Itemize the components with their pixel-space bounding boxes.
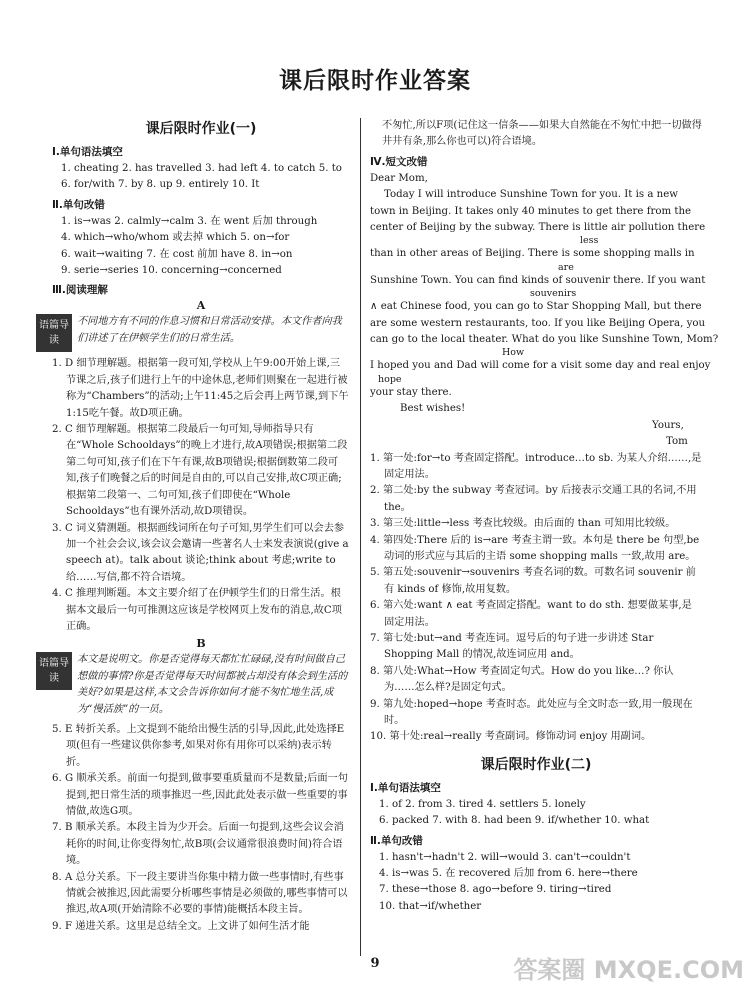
right-column <box>370 118 719 915</box>
answer-item: 7. B 顺承关系。本段主旨为少开会。后面一句提到,这些会议会消耗你的时间,让你变得匆忙,故B项(会议通常很浪费时间)符合语境。 <box>52 822 344 867</box>
correction-mark: souvenirs <box>530 288 577 300</box>
hw1-section-3-heading: Ⅲ.阅读理解 <box>52 284 108 297</box>
watermark: 答案圈 MXQE.COM <box>513 956 744 984</box>
intro-tag: 语篇导读 <box>36 314 72 352</box>
hw2-sec2-line: 4. is→was 5. 在 recovered 后加 from 6. here→there <box>379 868 638 880</box>
letter-line: Sunshine Town. You can find kinds of souvenir there. If you want <box>370 274 706 286</box>
hw1-section-2-heading: Ⅱ.单句改错 <box>52 198 105 211</box>
hw2-section-1-heading: Ⅰ.单句语法填空 <box>370 781 441 794</box>
explanation-item: 4. 第四处:There 后的 is→are 考查主谓一致。本句是 there be 句型,be 动词的形式应与其后的主语 some shopping malls 一致,故用 are。 <box>370 534 700 562</box>
hw1-sec1-line: 1. cheating 2. has travelled 3. had left 4. to catch 5. to <box>61 163 342 174</box>
hw1-sec2-line: 1. is→was 2. calmly→calm 3. 在 went 后加 through <box>61 215 318 227</box>
explanation-item: 7. 第七处:but→and 考查连词。逗号后的句子进一步讲述 Star Shopping Mall 的情况,故连词应用 and。 <box>370 632 654 661</box>
hw1-sec2-line: 9. serie→series 10. concerning→concerned <box>61 265 282 277</box>
intro-a <box>36 314 350 352</box>
explanation-item: 1. 第一处:for→to 考查固定搭配。introduce…to sb. 为某人介绍……,是固定用法。 <box>370 452 702 480</box>
letter-line: Best wishes! <box>400 403 466 415</box>
answer-item: 5. E 转折关系。上文提到不能给出慢生活的引导,因此,此处选择E项(但有一些建议供你参考,如果对你有用你可以采纳)表示转折。 <box>52 723 345 768</box>
explanation-item: 8. 第八处:What→How 考查固定句式。How do you like…? 你认为……怎么样?是固定句式。 <box>370 665 674 694</box>
hw2-sec2-line: 1. hasn't→hadn't 2. will→would 3. can't→couldn't <box>379 851 631 863</box>
answer-item: 9. F 递进关系。这里是总结全文。上文讲了如何生活才能 <box>52 920 310 932</box>
intro-b-text: 本文是说明文。你是否觉得每天都忙忙碌碌,没有时间做自己想做的事情?你是否觉得每天时间都被占却没有体会到生活的美好?如果是这样,本文会告诉你如何才能不匆忙地生活,成为“慢活族”的一员。 <box>77 654 348 715</box>
letter-line: I hoped you and Dad will come for a visit some day and real enjoy <box>370 360 711 372</box>
letter-line: center of Beijing by the subway. There is little air pollution there <box>370 222 706 234</box>
hw1-section-1-heading: Ⅰ.单句语法填空 <box>52 146 123 158</box>
correction-mark: hope <box>378 373 402 385</box>
part-a-label: A <box>196 299 206 313</box>
hw1-sec2-line: 4. which→who/whom 或去掉 which 5. on→for <box>61 232 290 244</box>
letter-sign: Tom <box>666 436 688 448</box>
answer-item: 6. G 顺承关系。前面一句提到,做事要重质量而不是数量;后面一句提到,把日常生活的琐事推迟一些,因此此处表示做一些重要的事情做,故选G项。 <box>52 773 348 817</box>
left-column <box>39 118 350 935</box>
hw2-sec2-line: 7. these→those 8. ago→before 9. tiring→tired <box>379 884 612 896</box>
hw1-sec1-line: 6. for/with 7. by 8. up 9. entirely 10. It <box>61 179 260 191</box>
explanation-item: 2. 第二处:by the subway 考查冠词。by 后接表示交通工具的名词,不用 the。 <box>370 485 697 513</box>
column-divider <box>360 118 361 956</box>
answer-item: 2. C 细节理解题。根据第二段最后一句可知,导师指导只有在“Whole Schooldays”的晚上才进行,故A项错误;根据第二段第二句可知,孩子们在下午有课,故B项错误;根据倒数第二段可知,孩子们晚餐之后的时间是自由的,可以自己安排,故C项正确;根据第二段第一、二句可知,孩子们即使在“Whole Schooldays”也有课外活动,故D项错误。 <box>52 424 348 518</box>
letter-line: town in Beijing. It takes only 40 minutes to get there from the <box>370 205 692 217</box>
intro-b <box>36 652 350 718</box>
letter-sign: Yours, <box>652 419 684 431</box>
hw2-title: 课后限时作业(二) <box>480 756 592 773</box>
intro-a-text: 不同地方有不同的作息习惯和日常活动安排。本文作者向我们讲述了在伊顿学生们的日常生活。 <box>77 316 342 344</box>
answer-item: 4. C 推理判断题。本文主要介绍了在伊顿学生们的日常生活。根据本文最后一句可推测这应该是学校网页上发布的消息,故C项正确。 <box>52 588 342 632</box>
section-4-heading: Ⅳ.短文改错 <box>370 155 428 168</box>
correction-mark: less <box>580 235 599 247</box>
hw2-sec2-line: 10. that→if/whether <box>379 900 482 912</box>
letter-line: Today I will introduce Sunshine Town for you. It is a new <box>384 189 678 201</box>
part-b-label: B <box>196 637 206 651</box>
explanation-item: 6. 第六处:want ∧ eat 考查固定搭配。want to do sth. 想要做某事,是固定用法。 <box>370 600 692 628</box>
letter-line: ∧ eat Chinese food, you can go to Star Shopping Mall, but there <box>370 301 702 313</box>
correction-mark: are <box>558 261 574 273</box>
letter-line: Dear Mom, <box>370 172 428 184</box>
intro-tag: 语篇导读 <box>36 652 72 690</box>
explanation-item: 9. 第九处:hoped→hope 考查时态。此处应与全文时态一致,用一般现在时。 <box>370 698 693 726</box>
letter-line: are some western restaurants, too. If you like Beijing Opera, you <box>370 317 706 329</box>
explanation-item: 5. 第五处:souvenir→souvenirs 考查名词的数。可数名词 souvenir 前有 kinds of 修饰,故用复数。 <box>370 567 696 595</box>
hw2-sec1-line: 1. of 2. from 3. tired 4. settlers 5. lonely <box>379 798 586 810</box>
correction-mark: How <box>502 347 525 359</box>
item-9-continuation: 不匆忙,所以F项(记住这一信条——如果大自然能在不匆忙中把一切做得井井有条,那么你也可以)符合语境。 <box>382 120 702 148</box>
letter-line: your stay there. <box>370 386 452 398</box>
letter-line: can go to the local theater. What do you like Sunshine Town, Mom? <box>370 334 719 346</box>
page-number: 9 <box>370 956 380 971</box>
answer-item: 3. C 词义猜测题。根据画线词所在句子可知,男学生们可以会去参加一个社会会议,该会议会邀请一些著名人士来发表演说(give a speech at)。talk about 谈论;think about 考虑;write to 给……写信,都不符合语境。 <box>52 522 349 583</box>
hw1-sec2-line: 6. wait→waiting 7. 在 cost 前加 have 8. in→on <box>61 248 293 260</box>
hw2-section-2-heading: Ⅱ.单句改错 <box>370 834 423 847</box>
explanation-item: 10. 第十处:real→really 考查副词。修饰动词 enjoy 用副词。 <box>370 731 652 743</box>
explanation-item: 3. 第三处:little→less 考查比较级。由后面的 than 可知用比较级。 <box>370 518 676 530</box>
letter-line: than in other areas of Beijing. There is some shopping malls in <box>370 248 695 260</box>
answer-item: 8. A 总分关系。下一段主要讲当你集中精力做一些事情时,有些事情就会被推迟,因此需要分析哪些事情是必须做的,哪些事情可以推迟,故A项(开始清除不必要的事情)能概括本段主旨。 <box>52 871 348 916</box>
hw2-sec1-line: 6. packed 7. with 8. had been 9. if/whether 10. what <box>379 815 650 827</box>
page-title: 课后限时作业答案 <box>279 68 471 94</box>
answer-item: 1. D 细节理解题。根据第一段可知,学校从上午9:00开始上课,三节课之后,孩子们进行上午的中途休息,老师们则聚在一起进行被称为“Chambers”的活动;上午11:45之后会再上两节课,到下午1:15吃午餐。故D项正确。 <box>52 358 349 419</box>
hw1-title: 课后限时作业(一) <box>145 121 257 137</box>
